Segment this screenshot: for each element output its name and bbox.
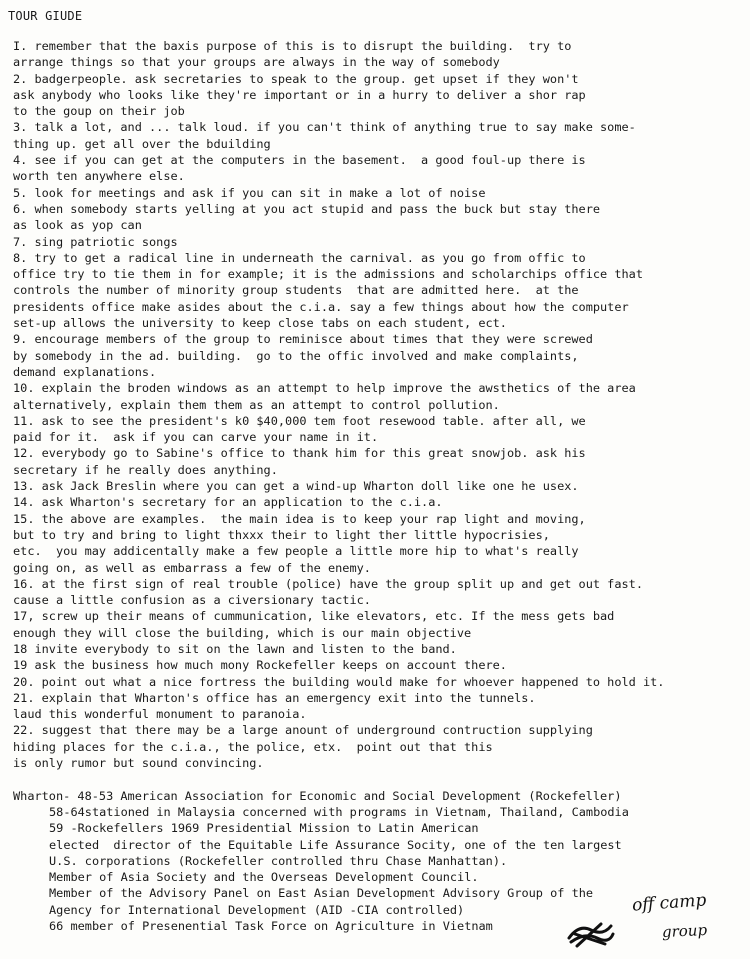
text-line: etc. you may addicentally make a few people a little more hip to what's really [13, 544, 579, 559]
text-line: 13. ask Jack Breslin where you can get a wind-up Wharton doll like one he usex. [13, 479, 579, 494]
text-line: laud this wonderful monument to paranoia. [13, 707, 307, 722]
text-line: Member of Asia Society and the Overseas Development Council. [49, 870, 479, 885]
text-line: secretary if he really does anything. [13, 462, 278, 477]
text-line: 12. everybody go to Sabine's office to thank him for this great snowjob. ask his [13, 446, 586, 461]
text-line: 18 invite everybody to sit on the lawn and listen to the band. [13, 641, 457, 656]
text-line: worth ten anywhere else. [13, 169, 185, 184]
handwritten-note: group [661, 920, 708, 942]
text-line: 19 ask the business how much mony Rockefeller keeps on account there. [13, 658, 507, 673]
text-line: controls the number of minority group students that are admitted here. at the [13, 283, 579, 298]
text-line: is only rumor but sound convincing. [13, 756, 264, 771]
text-line: 9. encourage members of the group to reminisce about times that they were screwed [13, 332, 593, 347]
text-line: 21. explain that Wharton's office has an emergency exit into the tunnels. [13, 690, 536, 705]
ink-scribble-icon [565, 918, 615, 948]
text-line: thing up. get all over the bduilding [13, 136, 271, 151]
text-line: arrange things so that your groups are always in the way of somebody [13, 55, 500, 70]
text-line: U.S. corporations (Rockefeller controlled thru Chase Manhattan). [49, 853, 508, 868]
text-line: set-up allows the university to keep close tabs on each student, ect. [13, 316, 507, 331]
handwritten-note: off camp [631, 890, 707, 916]
text-line: 10. explain the broden windows as an attempt to help improve the awsthetics of the area [13, 381, 636, 396]
text-line: to the goup on their job [13, 104, 185, 119]
text-line: 59 -Rockefellers 1969 Presidential Mission to Latin American [49, 821, 479, 836]
document-body [13, 38, 748, 934]
text-line: but to try and bring to light thxxx their to light ther little hypocrisies, [13, 527, 550, 542]
text-line: hiding places for the c.i.a., the police, etx. point out that this [13, 739, 493, 754]
text-line: 8. try to get a radical line in underneath the carnival. as you go from offic to [13, 250, 586, 265]
text-line: office try to tie them in for example; it is the admissions and scholarchips office that [13, 267, 643, 282]
text-line: 5. look for meetings and ask if you can sit in make a lot of noise [13, 185, 486, 200]
text-line: presidents office make asides about the c.i.a. say a few things about how the computer [13, 299, 629, 314]
text-line: demand explanations. [13, 364, 157, 379]
text-line: Member of the Advisory Panel on East Asian Development Advisory Group of the [49, 886, 594, 901]
text-line: 7. sing patriotic songs [13, 234, 178, 249]
text-line: 6. when somebody starts yelling at you act stupid and pass the buck but stay there [13, 201, 601, 216]
text-line: ask anybody who looks like they're important or in a hurry to deliver a shor rap [13, 87, 586, 102]
text-line: paid for it. ask if you can carve your name in it. [13, 430, 379, 445]
text-line: 17, screw up their means of cummunication, like elevators, etc. If the mess gets bad [13, 609, 615, 624]
text-line: Wharton- 48-53 American Association for Economic and Social Development (Rockefeller) [13, 788, 622, 803]
text-line: 11. ask to see the president's k0 $40,000 tem foot resewood table. after all, we [13, 413, 586, 428]
text-line: 22. suggest that there may be a large anount of underground contruction supplying [13, 723, 593, 738]
text-line: cause a little confusion as a civersionary tactic. [13, 593, 371, 608]
text-line: enough they will close the building, which is our main objective [13, 625, 472, 640]
text-line: elected director of the Equitable Life Assurance Socity, one of the ten largest [49, 837, 622, 852]
text-line: 66 member of Presenential Task Force on Agriculture in Vietnam [49, 919, 493, 934]
text-line: 58-64stationed in Malaysia concerned with programs in Vietnam, Thailand, Cambodia [49, 804, 629, 819]
text-line: 3. talk a lot, and ... talk loud. if you can't think of anything true to say make some- [13, 120, 636, 135]
text-line: alternatively, explain them them as an attempt to control pollution. [13, 397, 500, 412]
text-line: as look as yop can [13, 218, 142, 233]
text-line: 20. point out what a nice fortress the building would make for whoever happened to hold it. [13, 674, 665, 689]
text-line: 14. ask Wharton's secretary for an application to the c.i.a. [13, 495, 443, 510]
text-line: 16. at the first sign of real trouble (police) have the group split up and get out fast. [13, 576, 643, 591]
text-line: 15. the above are examples. the main idea is to keep your rap light and moving, [13, 511, 586, 526]
page-title: TOUR GIUDE [8, 9, 83, 23]
text-line: Agency for International Development (AID -CIA controlled) [49, 902, 465, 917]
text-line: 4. see if you can get at the computers in the basement. a good foul-up there is [13, 153, 586, 168]
text-line: going on, as well as embarrass a few of the enemy. [13, 560, 371, 575]
text-line: I. remember that the baxis purpose of this is to disrupt the building. try to [13, 39, 572, 53]
text-line: 2. badgerpeople. ask secretaries to speak to the group. get upset if they won't [13, 71, 579, 86]
text-line: by somebody in the ad. building. go to the offic involved and make complaints, [13, 348, 579, 363]
text-line [13, 771, 748, 787]
